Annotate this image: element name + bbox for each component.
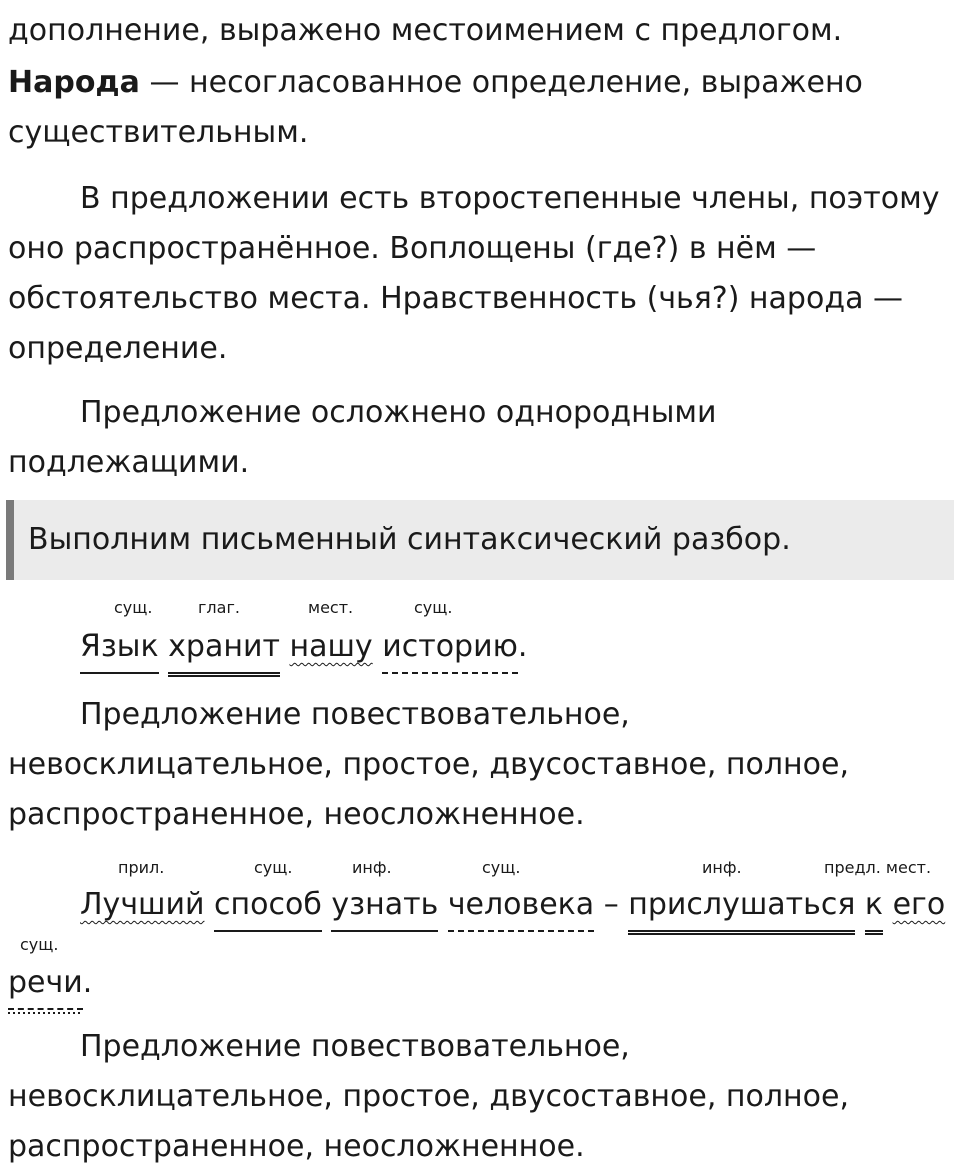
punctuation: . xyxy=(517,629,528,664)
pos-label: сущ. xyxy=(414,598,453,617)
word-object: речи xyxy=(8,958,83,1010)
pos-label: предл. мест. xyxy=(824,858,932,877)
callout-text: Выполним письменный синтаксический разбор. xyxy=(28,522,791,557)
word-object: историю xyxy=(382,622,518,674)
paragraph-rasprostranennoe: В предложении есть второстепенные члены, поэтому оно распространённое. Воплощены (где?) в нём — обстоятельство места. Нравственность (чья?) народа — определение. xyxy=(8,181,940,366)
parsed-sentence-1 xyxy=(80,622,527,677)
word-predicate: хранит xyxy=(168,622,280,677)
paragraph-dopolnenie: дополнение, выражено местоимением с предлогом. xyxy=(8,13,843,48)
paragraph-oslozhneno: Предложение осложнено однородными подлежащими. xyxy=(8,395,717,480)
word-object: человека xyxy=(448,880,594,932)
paragraph-description-1: Предложение повествовательное, невосклицательное, простое, двусоставное, полное, распространенное, неосложненное. xyxy=(8,697,850,832)
word-attribute: Лучший xyxy=(80,887,205,922)
paragraph-naroda-text: — несогласованное определение, выражено существительным. xyxy=(8,65,863,150)
word-attribute: его xyxy=(892,887,946,922)
punctuation: . xyxy=(82,965,93,1000)
pos-label: сущ. xyxy=(20,935,59,954)
word-subject: способ xyxy=(214,880,322,932)
word-predicate: к xyxy=(865,880,883,935)
paragraph-naroda xyxy=(8,58,956,158)
parsed-sentence-2-line-1 xyxy=(80,880,945,935)
pos-label: сущ. xyxy=(114,598,153,617)
pos-label: прил. xyxy=(118,858,165,877)
paragraph-description-2: Предложение повествовательное, невосклицательное, простое, двусоставное, полное, распространенное, неосложненное. xyxy=(8,1029,850,1164)
word-predicate: прислушаться xyxy=(628,880,855,935)
pos-label: глаг. xyxy=(198,598,240,617)
punctuation-dash: – xyxy=(603,887,619,922)
pos-label: сущ. xyxy=(482,858,521,877)
bold-term-naroda: Народа xyxy=(8,65,140,100)
pos-label: мест. xyxy=(308,598,354,617)
pos-label: инф. xyxy=(352,858,392,877)
word-subject: узнать xyxy=(331,880,438,932)
parsed-sentence-2-line-2 xyxy=(8,958,92,1010)
pos-label: инф. xyxy=(702,858,742,877)
word-subject: Язык xyxy=(80,622,159,674)
callout-box xyxy=(6,500,954,580)
pos-label: сущ. xyxy=(254,858,293,877)
word-attribute: нашу xyxy=(289,629,373,664)
